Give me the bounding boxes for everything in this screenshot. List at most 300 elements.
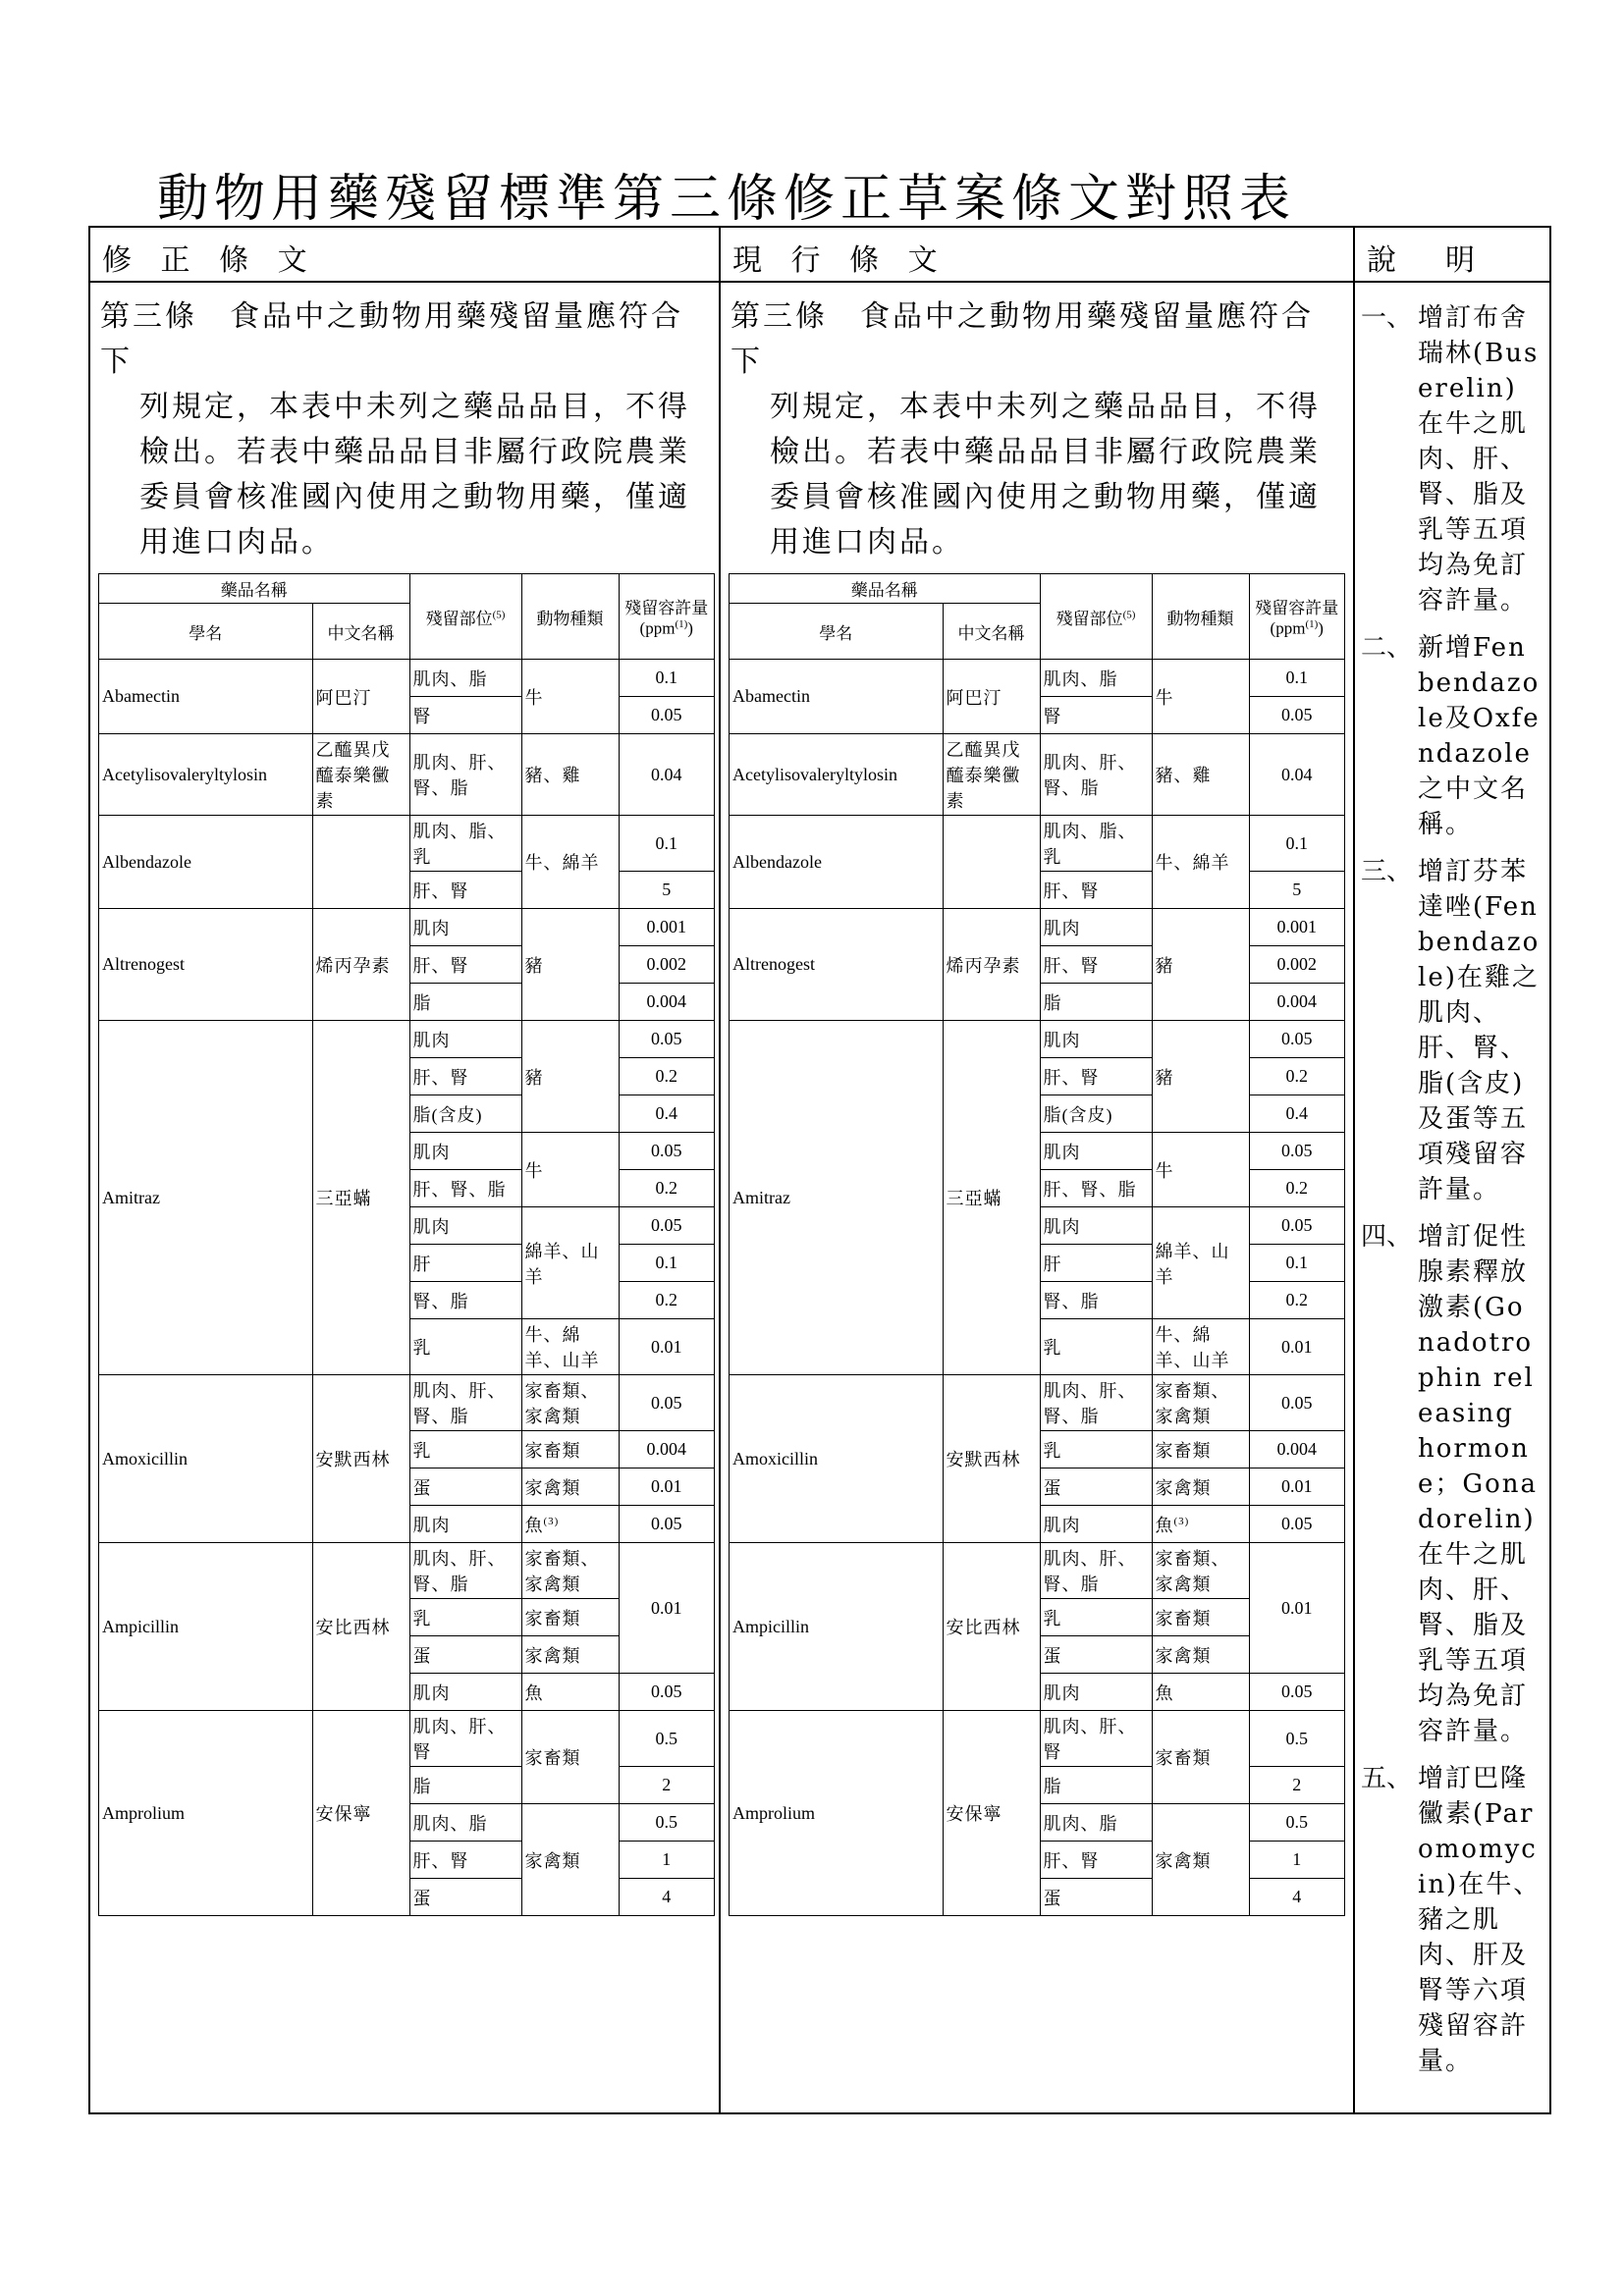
scientific-name: Acetylisovaleryltylosin: [730, 734, 944, 816]
chinese-name: [312, 816, 409, 909]
chinese-name: 安保寧: [943, 1711, 1040, 1916]
residue-site: 肌肉: [1040, 1021, 1152, 1058]
animal-species: [521, 1636, 619, 1674]
residue-site: 肌肉、肝、腎、脂: [1040, 1375, 1152, 1431]
mrl-value: 0.1: [619, 660, 715, 697]
mrl-value: 0.001: [1249, 909, 1345, 946]
header-animal-species: 動物種類: [1152, 574, 1249, 660]
animal-species: [1152, 660, 1249, 734]
residue-site: 肌肉、肝、腎、脂: [409, 1375, 521, 1431]
residue-site: 肌肉: [409, 909, 521, 946]
mrl-value: 0.1: [619, 816, 715, 872]
residue-site: 蛋: [1040, 1468, 1152, 1506]
drug-table-current: [729, 573, 1345, 1916]
mrl-value: 1: [1249, 1842, 1345, 1879]
animal-species-label: 魚: [1155, 1682, 1174, 1703]
chinese-name: 三亞蟎: [943, 1021, 1040, 1375]
animal-species-label: 綿羊、山羊: [524, 1241, 600, 1287]
article-line: 檢出。若表中藥品品目非屬行政院農業: [770, 435, 1321, 469]
item-number: 二、: [1361, 633, 1413, 663]
header-mrl: [1249, 574, 1345, 660]
footnote-marker: (1): [1305, 618, 1319, 631]
animal-species-label: 家畜類、家禽類: [1155, 1549, 1230, 1594]
explanation-item: [1361, 854, 1542, 1207]
residue-site: 肝、腎、脂: [409, 1170, 521, 1207]
mrl-value: 0.1: [1249, 660, 1345, 697]
animal-species: [1152, 1599, 1249, 1636]
mrl-value: 0.004: [1249, 984, 1345, 1021]
mrl-value: 0.2: [619, 1058, 715, 1095]
mrl-value: 0.01: [619, 1319, 715, 1375]
mrl-value: 0.5: [1249, 1711, 1345, 1767]
article-lead: 第三條 食品中之動物用藥殘留量應符合下: [731, 299, 1314, 379]
mrl-value: 0.01: [1249, 1468, 1345, 1506]
mrl-value: 0.2: [1249, 1170, 1345, 1207]
table-row: [99, 1021, 715, 1058]
animal-species: [521, 1021, 619, 1133]
residue-site: 脂: [409, 984, 521, 1021]
animal-species-label: 家禽類: [524, 1477, 581, 1498]
residue-site: 肝: [409, 1245, 521, 1282]
mrl-value: 0.5: [619, 1711, 715, 1767]
article-line: 用進口肉品。: [139, 525, 334, 560]
residue-site: 肌肉: [1040, 1506, 1152, 1543]
article-line: 檢出。若表中藥品品目非屬行政院農業: [139, 435, 690, 469]
header-residue-site: [1040, 574, 1152, 660]
table-row: [99, 660, 715, 697]
item-number: 五、: [1361, 1764, 1413, 1793]
residue-site: 肌肉、肝、腎、脂: [1040, 734, 1152, 816]
article-text: [100, 294, 709, 565]
header-mrl: [619, 574, 715, 660]
animal-species: [1152, 1431, 1249, 1468]
mrl-value: 0.05: [1249, 1506, 1345, 1543]
scientific-name: Amitraz: [730, 1021, 944, 1375]
chinese-name: 阿巴汀: [312, 660, 409, 734]
residue-site: 蛋: [1040, 1636, 1152, 1674]
table-row: [99, 909, 715, 946]
scientific-name: Amprolium: [730, 1711, 944, 1916]
chinese-name: 安默西林: [943, 1375, 1040, 1543]
table-row: [730, 1711, 1345, 1767]
table-row: [99, 1543, 715, 1599]
table-row: [730, 816, 1345, 872]
scientific-name: Albendazole: [99, 816, 313, 909]
animal-species-label: 豬、雞: [524, 766, 581, 785]
scientific-name: Amprolium: [99, 1711, 313, 1916]
drug-table-revised: [98, 573, 715, 1916]
residue-site: 肌肉、肝、腎: [1040, 1711, 1152, 1767]
animal-species: [1152, 1319, 1249, 1375]
mrl-value: 0.004: [1249, 1431, 1345, 1468]
scientific-name: Amoxicillin: [730, 1375, 944, 1543]
animal-species: [521, 660, 619, 734]
header-chinese-name: 中文名稱: [943, 604, 1040, 660]
table-row: [99, 1375, 715, 1431]
table-row: [99, 1711, 715, 1767]
header-unit-close: ): [1318, 618, 1324, 638]
residue-site: 腎、脂: [1040, 1282, 1152, 1319]
explanation-header: 說 明: [1355, 228, 1549, 283]
scientific-name: Acetylisovaleryltylosin: [99, 734, 313, 816]
animal-species: [521, 734, 619, 816]
residue-site: 乳: [1040, 1431, 1152, 1468]
scientific-name: Abamectin: [730, 660, 944, 734]
mrl-value: 0.05: [1249, 1674, 1345, 1711]
header-chinese-name: 中文名稱: [312, 604, 409, 660]
chinese-name: [943, 816, 1040, 909]
item-number: 三、: [1361, 857, 1413, 886]
residue-site: 肝、腎: [409, 946, 521, 984]
mrl-value: 4: [619, 1879, 715, 1916]
item-text: 增訂布舍瑞林(Buserelin)在牛之肌肉、肝、腎、脂及乳等五項均為免訂容許量。: [1418, 303, 1540, 615]
chinese-name: 乙醯異戊醯泰樂黴素: [943, 734, 1040, 816]
footnote-marker: (3): [1173, 1515, 1190, 1527]
animal-species: [521, 1431, 619, 1468]
scientific-name: Ampicillin: [730, 1543, 944, 1711]
animal-species: [1152, 1711, 1249, 1804]
residue-site: 肝、腎: [1040, 1842, 1152, 1879]
item-text: 增訂芬苯達唑(Fenbendazole)在雞之肌肉、肝、腎、脂(含皮)及蛋等五項殘留容許量。: [1418, 857, 1541, 1204]
animal-species: [1152, 1468, 1249, 1506]
animal-species: [1152, 909, 1249, 1021]
scientific-name: Abamectin: [99, 660, 313, 734]
table-row: [730, 1375, 1345, 1431]
residue-site: 蛋: [409, 1468, 521, 1506]
animal-species-label: 家畜類: [524, 1748, 581, 1768]
chinese-name: 乙醯異戊醯泰樂黴素: [312, 734, 409, 816]
residue-site: 肌肉、脂: [1040, 660, 1152, 697]
residue-site: 肌肉: [409, 1674, 521, 1711]
animal-species: [521, 1468, 619, 1506]
animal-species-label: 家畜類: [1155, 1608, 1212, 1629]
header-mrl-label: 殘留容許量: [624, 599, 709, 618]
mrl-value: 0.2: [619, 1282, 715, 1319]
table-row: [99, 816, 715, 872]
mrl-value: 0.04: [1249, 734, 1345, 816]
residue-site: 肌肉、肝、腎、脂: [409, 734, 521, 816]
mrl-value: 0.05: [619, 1133, 715, 1170]
animal-species: [521, 1804, 619, 1916]
animal-species-label: 牛、綿羊: [524, 853, 600, 873]
animal-species-label: 家禽類: [524, 1645, 581, 1666]
chinese-name: 烯丙孕素: [943, 909, 1040, 1021]
animal-species: [521, 1133, 619, 1207]
chinese-name: 阿巴汀: [943, 660, 1040, 734]
scientific-name: Amoxicillin: [99, 1375, 313, 1543]
table-row: [730, 1543, 1345, 1599]
chinese-name: 烯丙孕素: [312, 909, 409, 1021]
residue-site: 肝、腎: [409, 1842, 521, 1879]
residue-site: 脂(含皮): [1040, 1095, 1152, 1133]
footnote-marker: (1): [675, 618, 688, 631]
chinese-name: 三亞蟎: [312, 1021, 409, 1375]
animal-species-label: 豬、雞: [1155, 766, 1212, 785]
table-row: [99, 734, 715, 816]
header-site-label: 殘留部位: [1056, 609, 1123, 628]
mrl-value: 0.2: [1249, 1058, 1345, 1095]
residue-site: 肌肉、脂: [409, 660, 521, 697]
animal-species-label: 魚: [1155, 1515, 1174, 1535]
residue-site: 肝、腎: [1040, 946, 1152, 984]
footnote-marker: (5): [492, 608, 506, 620]
residue-site: 肝、腎、脂: [1040, 1170, 1152, 1207]
animal-species: [521, 1506, 619, 1543]
revised-column: [90, 228, 721, 2112]
footnote-marker: (3): [543, 1515, 560, 1527]
residue-site: 肌肉、脂、乳: [409, 816, 521, 872]
mrl-value: 0.05: [1249, 1375, 1345, 1431]
residue-site: 脂: [1040, 984, 1152, 1021]
animal-species-label: 魚: [524, 1682, 544, 1703]
article-text: [731, 294, 1343, 565]
residue-site: 乳: [409, 1431, 521, 1468]
mrl-value: 0.2: [1249, 1282, 1345, 1319]
article-line: 委員會核准國內使用之動物用藥，僅適: [770, 480, 1321, 514]
mrl-value: 0.05: [619, 1375, 715, 1431]
explanation-item: [1361, 300, 1542, 618]
animal-species: [1152, 734, 1249, 816]
mrl-value: 0.05: [619, 1021, 715, 1058]
animal-species-label: 家禽類: [524, 1850, 581, 1871]
animal-species-label: 家畜類、家禽類: [524, 1549, 600, 1594]
residue-site: 乳: [1040, 1319, 1152, 1375]
item-number: 四、: [1361, 1222, 1413, 1252]
item-text: 新增Fenbendazole及Oxfendazole之中文名稱。: [1418, 633, 1541, 839]
residue-site: 蛋: [409, 1879, 521, 1916]
residue-site: 肌肉: [409, 1506, 521, 1543]
mrl-value: 0.01: [1249, 1543, 1345, 1674]
residue-site: 肌肉、肝、腎、脂: [409, 1543, 521, 1599]
mrl-value: 0.01: [619, 1468, 715, 1506]
residue-site: 乳: [1040, 1599, 1152, 1636]
mrl-value: 2: [619, 1767, 715, 1804]
residue-site: 腎: [1040, 697, 1152, 734]
residue-site: 肝、腎: [409, 1058, 521, 1095]
animal-species: [1152, 816, 1249, 909]
explanation-item: [1361, 630, 1542, 842]
animal-species: [521, 1543, 619, 1599]
animal-species: [1152, 1207, 1249, 1319]
explanation-item: [1361, 1761, 1542, 2079]
animal-species: [521, 1375, 619, 1431]
residue-site: 脂(含皮): [409, 1095, 521, 1133]
scientific-name: Amitraz: [99, 1021, 313, 1375]
table-row: [730, 909, 1345, 946]
mrl-value: 1: [619, 1842, 715, 1879]
header-mrl-label: 殘留容許量: [1255, 599, 1339, 618]
mrl-value: 0.01: [619, 1543, 715, 1674]
chinese-name: 安保寧: [312, 1711, 409, 1916]
residue-site: 乳: [409, 1319, 521, 1375]
animal-species: [521, 1711, 619, 1804]
header-unit: (ppm: [639, 618, 676, 638]
residue-site: 肌肉: [1040, 1207, 1152, 1245]
animal-species: [521, 1599, 619, 1636]
article-line: 用進口肉品。: [770, 525, 964, 560]
animal-species: [1152, 1543, 1249, 1599]
mrl-value: 0.2: [619, 1170, 715, 1207]
scientific-name: Albendazole: [730, 816, 944, 909]
animal-species-label: 牛、綿羊、山羊: [1155, 1325, 1230, 1370]
animal-species-label: 牛: [524, 1160, 544, 1181]
article-line: 列規定，本表中未列之藥品品目，不得: [139, 390, 690, 424]
animal-species-label: 家禽類: [1155, 1645, 1212, 1666]
animal-species: [1152, 1506, 1249, 1543]
header-site-label: 殘留部位: [425, 609, 493, 628]
mrl-value: 0.05: [1249, 1021, 1345, 1058]
item-text: 增訂促性腺素釋放激素(Gonadotrophin releasing hormone；Gonadorelin)在牛之肌肉、肝、腎、脂及乳等五項均為免訂容許量。: [1418, 1222, 1539, 1746]
residue-site: 肌肉、脂、乳: [1040, 816, 1152, 872]
animal-species-label: 牛: [524, 687, 544, 708]
residue-site: 乳: [409, 1599, 521, 1636]
article-line: 列規定，本表中未列之藥品品目，不得: [770, 390, 1321, 424]
animal-species-label: 豬: [524, 1067, 544, 1088]
header-scientific-name: 學名: [730, 604, 944, 660]
animal-species-label: 牛、綿羊: [1155, 853, 1230, 873]
mrl-value: 0.05: [619, 697, 715, 734]
header-drug-name: 藥品名稱: [730, 574, 1041, 604]
animal-species: [1152, 1804, 1249, 1916]
mrl-value: 0.05: [619, 1674, 715, 1711]
animal-species-label: 牛: [1155, 1160, 1174, 1181]
header-animal-species: 動物種類: [521, 574, 619, 660]
explanation-item: [1361, 1219, 1542, 1749]
table-row: [730, 660, 1345, 697]
residue-site: 肌肉: [1040, 1133, 1152, 1170]
animal-species: [1152, 1133, 1249, 1207]
animal-species-label: 家畜類: [1155, 1440, 1212, 1461]
animal-species-label: 家畜類、家禽類: [1155, 1381, 1230, 1426]
mrl-value: 0.04: [619, 734, 715, 816]
residue-site: 蛋: [1040, 1879, 1152, 1916]
animal-species: [521, 1674, 619, 1711]
header-residue-site: [409, 574, 521, 660]
mrl-value: 0.5: [1249, 1804, 1345, 1842]
mrl-value: 0.05: [619, 1207, 715, 1245]
explanation-column: [1355, 228, 1549, 2112]
table-row: [730, 1021, 1345, 1058]
residue-site: 肌肉、肝、腎、脂: [1040, 1543, 1152, 1599]
table-row: [730, 734, 1345, 816]
scientific-name: Ampicillin: [99, 1543, 313, 1711]
animal-species-label: 豬: [1155, 955, 1174, 976]
current-column: [721, 228, 1355, 2112]
mrl-value: 0.004: [619, 984, 715, 1021]
residue-site: 肌肉: [409, 1021, 521, 1058]
animal-species: [521, 1319, 619, 1375]
mrl-value: 0.001: [619, 909, 715, 946]
animal-species-label: 家畜類: [524, 1440, 581, 1461]
mrl-value: 5: [619, 872, 715, 909]
animal-species: [1152, 1021, 1249, 1133]
mrl-value: 0.05: [1249, 1207, 1345, 1245]
residue-site: 肌肉: [409, 1133, 521, 1170]
residue-site: 脂: [409, 1767, 521, 1804]
residue-site: 蛋: [409, 1636, 521, 1674]
residue-site: 肌肉、肝、腎: [409, 1711, 521, 1767]
residue-site: 肌肉: [1040, 1674, 1152, 1711]
mrl-value: 0.1: [619, 1245, 715, 1282]
animal-species: [1152, 1636, 1249, 1674]
header-scientific-name: 學名: [99, 604, 313, 660]
mrl-value: 0.05: [1249, 1133, 1345, 1170]
document-title: 動物用藥殘留標準第三條修正草案條文對照表: [157, 170, 1297, 229]
chinese-name: 安比西林: [943, 1543, 1040, 1711]
item-text: 增訂巴隆黴素(Paromomycin)在牛、豬之肌肉、肝及腎等六項殘留容許量。: [1418, 1764, 1542, 2076]
mrl-value: 0.004: [619, 1431, 715, 1468]
header-unit: (ppm: [1270, 618, 1306, 638]
mrl-value: 0.01: [1249, 1319, 1345, 1375]
chinese-name: 安比西林: [312, 1543, 409, 1711]
residue-site: 腎、脂: [409, 1282, 521, 1319]
residue-site: 肝、腎: [1040, 872, 1152, 909]
item-number: 一、: [1361, 303, 1413, 333]
residue-site: 肌肉: [1040, 909, 1152, 946]
mrl-value: 0.4: [619, 1095, 715, 1133]
mrl-value: 0.05: [619, 1506, 715, 1543]
mrl-value: 5: [1249, 872, 1345, 909]
animal-species: [521, 1207, 619, 1319]
animal-species-label: 家禽類: [1155, 1477, 1212, 1498]
residue-site: 肌肉、脂: [409, 1804, 521, 1842]
animal-species: [1152, 1375, 1249, 1431]
mrl-value: 0.1: [1249, 816, 1345, 872]
mrl-value: 0.002: [619, 946, 715, 984]
residue-site: 脂: [1040, 1767, 1152, 1804]
animal-species-label: 綿羊、山羊: [1155, 1241, 1230, 1287]
animal-species-label: 豬: [1155, 1067, 1174, 1088]
residue-site: 肌肉: [409, 1207, 521, 1245]
animal-species-label: 牛: [1155, 687, 1174, 708]
mrl-value: 0.4: [1249, 1095, 1345, 1133]
mrl-value: 0.002: [1249, 946, 1345, 984]
animal-species-label: 家畜類: [524, 1608, 581, 1629]
animal-species: [521, 816, 619, 909]
mrl-value: 2: [1249, 1767, 1345, 1804]
animal-species: [521, 909, 619, 1021]
animal-species-label: 牛、綿羊、山羊: [524, 1325, 600, 1370]
comparison-table: [88, 226, 1551, 2114]
mrl-value: 0.1: [1249, 1245, 1345, 1282]
animal-species-label: 家禽類: [1155, 1850, 1212, 1871]
animal-species-label: 家畜類、家禽類: [524, 1381, 600, 1426]
residue-site: 肝: [1040, 1245, 1152, 1282]
scientific-name: Altrenogest: [730, 909, 944, 1021]
article-lead: 第三條 食品中之動物用藥殘留量應符合下: [100, 299, 683, 379]
article-line: 委員會核准國內使用之動物用藥，僅適: [139, 480, 690, 514]
mrl-value: 0.5: [619, 1804, 715, 1842]
animal-species-label: 魚: [524, 1515, 544, 1535]
explanation-notes: [1361, 300, 1542, 2079]
residue-site: 肝、腎: [1040, 1058, 1152, 1095]
scientific-name: Altrenogest: [99, 909, 313, 1021]
header-drug-name: 藥品名稱: [99, 574, 410, 604]
header-unit-close: ): [687, 618, 693, 638]
current-header: 現 行 條 文: [721, 228, 1353, 283]
residue-site: 肝、腎: [409, 872, 521, 909]
revised-header: 修 正 條 文: [90, 228, 719, 283]
mrl-value: 4: [1249, 1879, 1345, 1916]
chinese-name: 安默西林: [312, 1375, 409, 1543]
animal-species-label: 家畜類: [1155, 1748, 1212, 1768]
mrl-value: 0.05: [1249, 697, 1345, 734]
footnote-marker: (5): [1122, 608, 1136, 620]
residue-site: 肌肉、脂: [1040, 1804, 1152, 1842]
animal-species: [1152, 1674, 1249, 1711]
animal-species-label: 豬: [524, 955, 544, 976]
residue-site: 腎: [409, 697, 521, 734]
